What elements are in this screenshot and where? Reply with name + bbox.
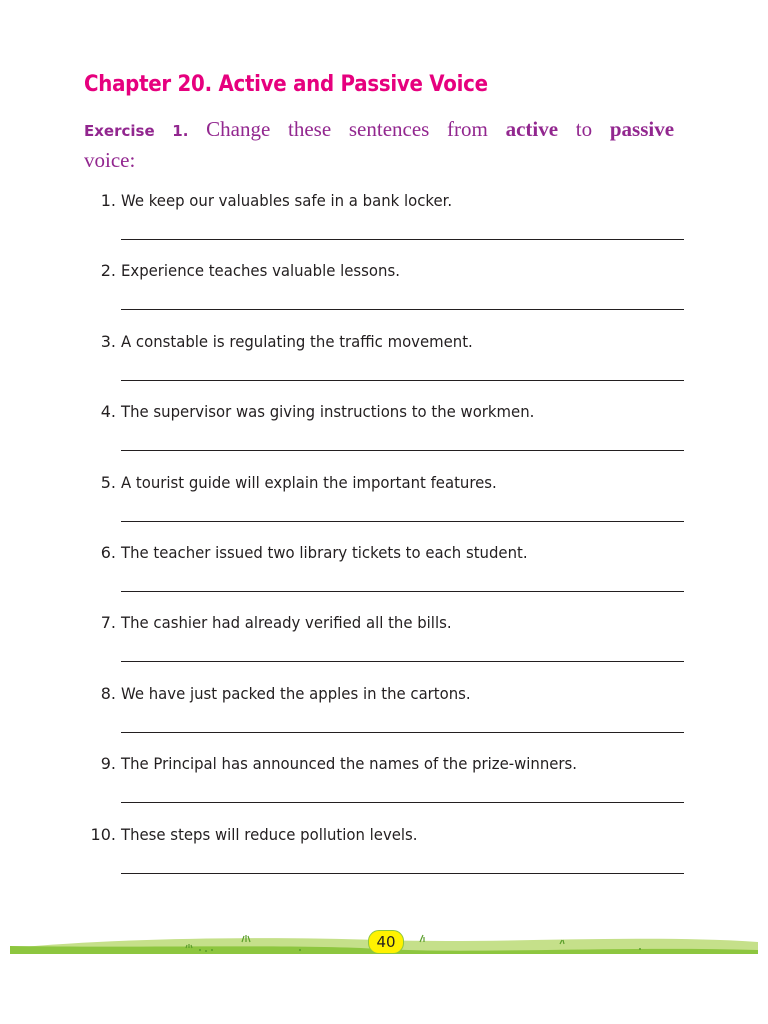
question-number: 6. — [100, 542, 116, 562]
question-number: 3. — [100, 331, 116, 351]
question-item — [0, 540, 768, 610]
question-text: The Principal has announced the names of the prize-winners. — [121, 754, 578, 774]
keyword-active: active — [505, 117, 559, 141]
exercise-heading — [84, 114, 675, 172]
chapter-title: Chapter 20. Active and Passive Voice — [84, 72, 488, 97]
question-item — [0, 470, 768, 540]
answer-line[interactable] — [121, 873, 684, 874]
question-list — [0, 188, 768, 892]
instruction-connector: to — [575, 117, 593, 141]
keyword-passive: passive — [609, 117, 675, 141]
answer-line[interactable] — [121, 450, 684, 451]
question-item — [0, 822, 768, 892]
question-text: The cashier had already verified all the bills. — [121, 613, 452, 633]
question-number: 9. — [100, 754, 116, 774]
exercise-label: Exercise 1. — [84, 122, 189, 140]
question-text: The teacher issued two library tickets to each student. — [121, 542, 528, 562]
question-text: A tourist guide will explain the important features. — [121, 472, 497, 492]
question-item — [0, 258, 768, 328]
instruction-text: Change these sentences from — [206, 117, 488, 141]
question-item — [0, 329, 768, 399]
question-item — [0, 188, 768, 258]
answer-line[interactable] — [121, 309, 684, 310]
question-text: We have just packed the apples in the cartons. — [121, 683, 471, 703]
question-text: A constable is regulating the traffic movement. — [121, 331, 473, 351]
question-item — [0, 399, 768, 469]
question-number: 5. — [100, 472, 116, 492]
answer-line[interactable] — [121, 802, 684, 803]
question-number: 2. — [100, 261, 116, 281]
answer-line[interactable] — [121, 380, 684, 381]
question-item — [0, 751, 768, 821]
question-number: 8. — [100, 683, 116, 703]
question-text: Experience teaches valuable lessons. — [121, 261, 400, 281]
question-item — [0, 610, 768, 680]
question-number: 4. — [100, 402, 116, 422]
question-text: These steps will reduce pollution levels. — [121, 824, 418, 844]
instruction-tail: voice: — [84, 148, 136, 172]
question-number: 7. — [100, 613, 116, 633]
question-item — [0, 681, 768, 751]
question-number: 10. — [90, 824, 116, 844]
question-text: We keep our valuables safe in a bank locker. — [121, 191, 453, 210]
answer-line[interactable] — [121, 591, 684, 592]
question-text: The supervisor was giving instructions to the workmen. — [121, 402, 535, 422]
answer-line[interactable] — [121, 521, 684, 522]
question-number: 1. — [100, 191, 116, 210]
answer-line[interactable] — [121, 661, 684, 662]
page-number-badge: 40 — [368, 930, 404, 954]
answer-line[interactable] — [121, 239, 684, 240]
answer-line[interactable] — [121, 732, 684, 733]
